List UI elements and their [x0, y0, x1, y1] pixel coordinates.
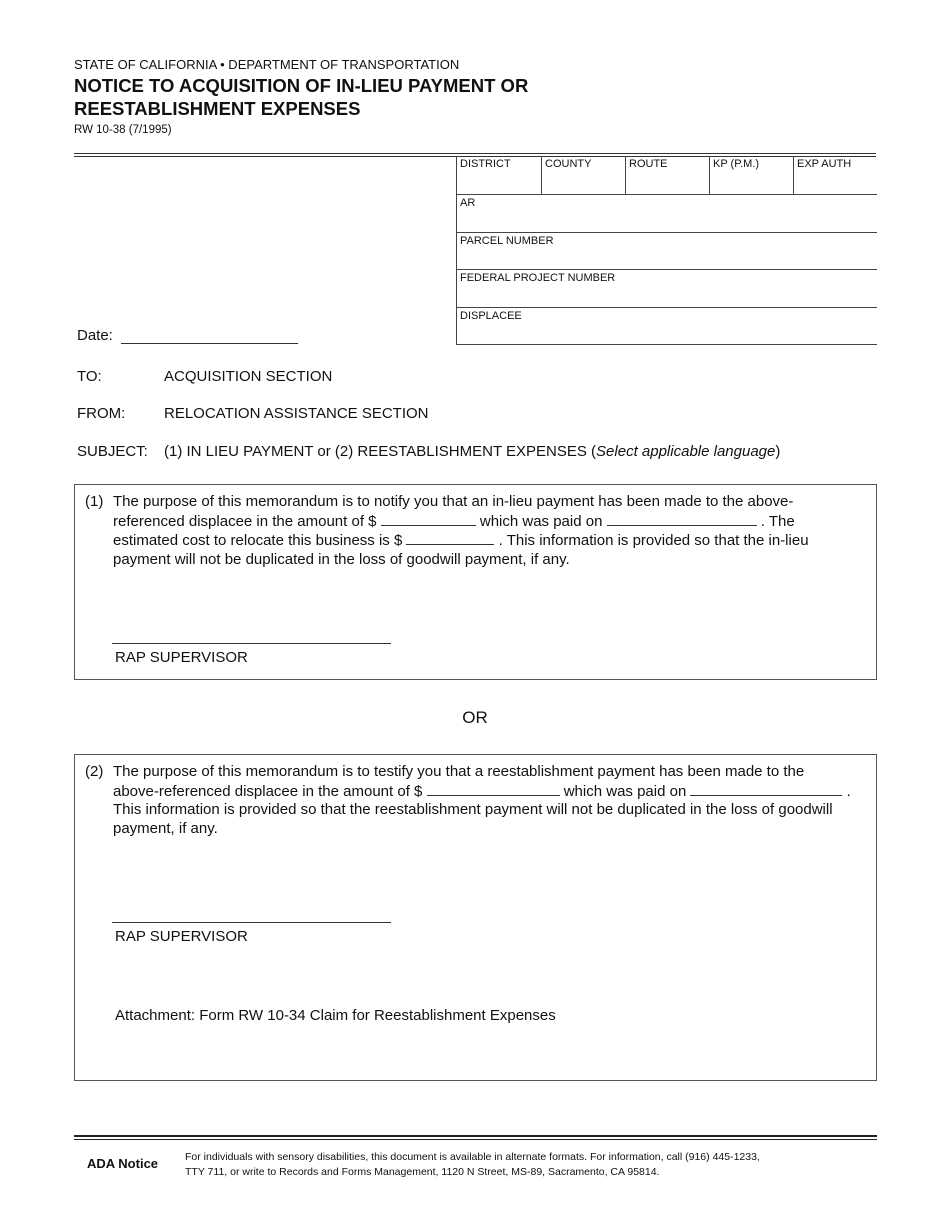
section2-line2b: which was paid on	[563, 782, 687, 800]
section2-signature-label: RAP SUPERVISOR	[115, 928, 248, 945]
info-box	[456, 156, 876, 345]
section1-line2c: . The	[760, 512, 795, 530]
exp-auth-label: EXP AUTH	[797, 158, 852, 170]
section2-line2	[113, 782, 873, 802]
federal-project-number-label: FEDERAL PROJECT NUMBER	[460, 272, 616, 284]
section2-line2c: .	[846, 782, 851, 800]
section2-line2a: above-referenced displacee in the amount of $	[113, 782, 423, 800]
in-lieu-amount-field[interactable]	[381, 512, 476, 526]
route-label: ROUTE	[629, 158, 668, 170]
reestablishment-box	[74, 754, 877, 1081]
section1-signature-field[interactable]	[112, 643, 391, 644]
footer-divider-top	[74, 1135, 877, 1137]
subject-text: (1) IN LIEU PAYMENT or (2) REESTABLISHMENT EXPENSES (	[164, 443, 597, 460]
ada-notice-line1: For individuals with sensory disabilities, this document is available in alternate formats. For information, call (916) 445-1233,	[185, 1151, 760, 1163]
from-label: FROM:	[77, 405, 126, 422]
route-field[interactable]	[625, 156, 709, 194]
ada-notice-line2: TTY 711, or write to Records and Forms Management, 1120 N Street, MS-89, Sacramento, CA 95814.	[185, 1165, 660, 1178]
date-label: Date:	[77, 327, 113, 344]
section2-number: (2)	[85, 763, 104, 780]
district-field[interactable]	[457, 156, 541, 194]
section2-paragraph	[113, 763, 873, 838]
section1-line1: The purpose of this memorandum is to notify you that an in-lieu payment has been made to the above-	[113, 493, 794, 510]
date-field[interactable]	[121, 343, 298, 344]
section1-line3a: estimated cost to relocate this business is $	[113, 532, 403, 549]
section1-line3	[113, 531, 873, 551]
subject-italic: Select applicable language	[596, 443, 776, 460]
form-title	[74, 74, 528, 120]
subject-close: )	[775, 443, 781, 460]
info-row-location	[457, 156, 877, 195]
form-title-line1: NOTICE TO ACQUISITION OF IN-LIEU PAYMENT OR	[74, 75, 529, 96]
reestablishment-amount-field[interactable]	[427, 782, 560, 796]
attachment-note: Attachment: Form RW 10-34 Claim for Reestablishment Expenses	[115, 1007, 556, 1024]
or-separator: OR	[462, 708, 488, 727]
in-lieu-payment-box	[74, 484, 877, 680]
parcel-number-field[interactable]	[457, 233, 877, 270]
ar-field[interactable]	[457, 195, 877, 233]
section2-line3: This information is provided so that the reestablishment payment will not be duplicated in the loss of goodwill	[113, 801, 833, 818]
section1-number: (1)	[85, 493, 104, 510]
section1-line2a: referenced displacee in the amount of $	[113, 512, 377, 530]
ada-notice-text	[185, 1150, 760, 1179]
form-title-line2: REESTABLISHMENT EXPENSES	[74, 98, 361, 119]
county-field[interactable]	[541, 156, 625, 194]
in-lieu-paid-on-field[interactable]	[607, 512, 757, 526]
federal-project-number-field[interactable]	[457, 270, 877, 308]
reestablishment-paid-on-field[interactable]	[690, 782, 842, 796]
subject-label: SUBJECT:	[77, 443, 148, 460]
section1-line3b: . This information is provided so that the in-lieu	[498, 532, 809, 549]
estimated-cost-field[interactable]	[406, 531, 494, 545]
county-label: COUNTY	[545, 158, 592, 170]
subject-value	[164, 443, 780, 460]
footer-divider-bottom	[74, 1139, 877, 1140]
ada-notice-label: ADA Notice	[87, 1156, 159, 1171]
ar-label: AR	[460, 197, 476, 209]
displacee-label: DISPLACEE	[460, 310, 522, 322]
header-divider-top	[74, 153, 876, 154]
to-label: TO:	[77, 368, 102, 385]
section2-line1: The purpose of this memorandum is to testify you that a reestablishment payment has been made to the	[113, 763, 805, 780]
form-number: RW 10-38 (7/1995)	[74, 124, 172, 136]
exp-auth-field[interactable]	[793, 156, 877, 194]
from-value: RELOCATION ASSISTANCE SECTION	[164, 405, 429, 422]
kp-label: KP (P.M.)	[713, 158, 760, 170]
displacee-field[interactable]	[457, 308, 877, 345]
kp-field[interactable]	[709, 156, 793, 194]
section1-line4: payment will not be duplicated in the loss of goodwill payment, if any.	[113, 550, 570, 568]
section1-line2	[113, 512, 873, 532]
section1-signature-label: RAP SUPERVISOR	[115, 649, 248, 666]
parcel-number-label: PARCEL NUMBER	[460, 235, 554, 247]
section1-paragraph	[113, 493, 873, 569]
to-value: ACQUISITION SECTION	[164, 368, 333, 385]
section2-line4: payment, if any.	[113, 819, 218, 837]
section1-line2b: which was paid on	[479, 512, 603, 530]
agency-line: STATE OF CALIFORNIA • DEPARTMENT OF TRANSPORTATION	[74, 57, 460, 72]
district-label: DISTRICT	[460, 158, 511, 170]
section2-signature-field[interactable]	[112, 922, 391, 923]
